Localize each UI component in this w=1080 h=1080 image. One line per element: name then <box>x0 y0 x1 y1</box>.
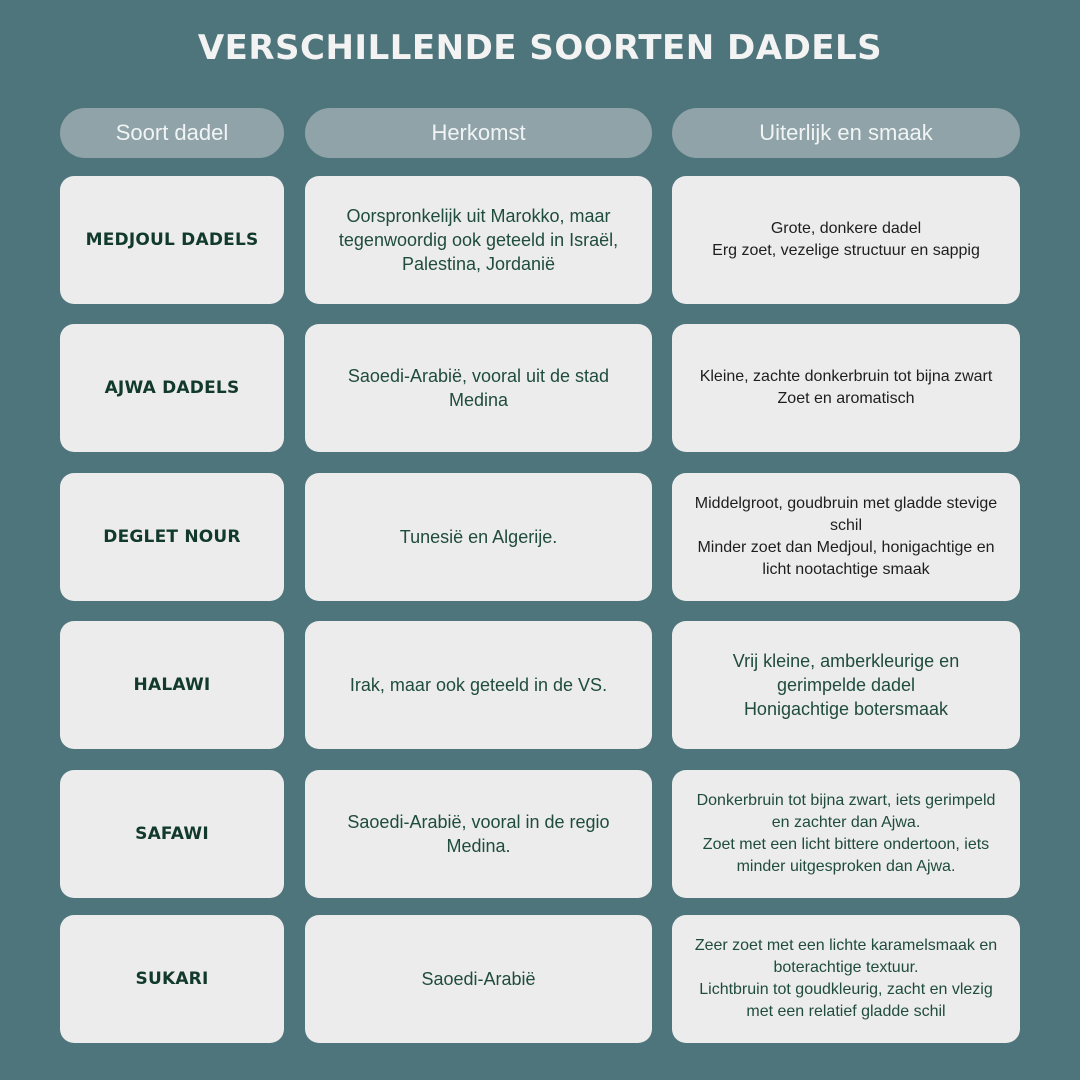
date-name-cell <box>60 621 284 749</box>
table-row <box>0 176 1080 304</box>
origin-text: Tunesië en Algerije. <box>399 527 558 547</box>
appearance-cell <box>672 473 1020 601</box>
appearance-line: Kleine, zachte donkerbruin tot bijna zwart <box>699 368 993 385</box>
table-row <box>0 473 1080 601</box>
origin-cell <box>305 176 652 304</box>
date-name: SAFAWI <box>135 824 209 844</box>
taste-line: Zoet en aromatisch <box>777 390 915 407</box>
date-name: AJWA DADELS <box>104 378 240 398</box>
table-row <box>0 621 1080 749</box>
date-name: DEGLET NOUR <box>103 527 241 547</box>
origin-text: Oorspronkelijk uit Marokko, maar tegenwoordig ook geteeld in Israël, Palestina, Jordanië <box>338 206 619 274</box>
appearance-cell <box>672 621 1020 749</box>
origin-text: Irak, maar ook geteeld in de VS. <box>349 675 608 695</box>
table-row <box>0 324 1080 452</box>
date-name-cell <box>60 915 284 1043</box>
appearance-cell <box>672 176 1020 304</box>
table-row <box>0 915 1080 1043</box>
date-name: MEDJOUL DADELS <box>85 230 259 250</box>
column-header-herkomst: Herkomst <box>305 108 652 158</box>
appearance-cell <box>672 770 1020 898</box>
appearance-line: Lichtbruin tot goudkleurig, zacht en vlezig met een relatief gladde schil <box>699 981 993 1020</box>
origin-cell <box>305 770 652 898</box>
appearance-line: Middelgroot, goudbruin met gladde stevige schil <box>694 495 998 534</box>
taste-line: Honigachtige botersmaak <box>743 699 949 719</box>
page-title: VERSCHILLENDE SOORTEN DADELS <box>197 28 883 68</box>
date-name: HALAWI <box>133 675 211 695</box>
taste-line: Zeer zoet met een lichte karamelsmaak en boterachtige textuur. <box>694 937 998 976</box>
origin-cell <box>305 473 652 601</box>
column-header-uiterlijk: Uiterlijk en smaak <box>672 108 1020 158</box>
taste-line: Erg zoet, vezelige structuur en sappig <box>712 242 980 259</box>
origin-text: Saoedi-Arabië <box>421 969 536 989</box>
table-row <box>0 770 1080 898</box>
date-name-cell <box>60 176 284 304</box>
date-name-cell <box>60 324 284 452</box>
origin-cell <box>305 915 652 1043</box>
origin-cell <box>305 324 652 452</box>
taste-line: Minder zoet dan Medjoul, honigachtige en licht nootachtige smaak <box>697 539 995 578</box>
appearance-cell <box>672 324 1020 452</box>
date-name-cell <box>60 473 284 601</box>
taste-line: Zoet met een licht bittere ondertoon, iets minder uitgesproken dan Ajwa. <box>702 836 990 875</box>
origin-text: Saoedi-Arabië, vooral uit de stad Medina <box>347 366 610 410</box>
appearance-line: Vrij kleine, amberkleurige en gerimpelde dadel <box>732 651 960 695</box>
appearance-line: Grote, donkere dadel <box>770 220 922 237</box>
origin-cell <box>305 621 652 749</box>
date-name: SUKARI <box>135 969 209 989</box>
origin-text: Saoedi-Arabië, vooral in de regio Medina. <box>347 812 610 856</box>
date-name-cell <box>60 770 284 898</box>
column-header-soort: Soort dadel <box>60 108 284 158</box>
appearance-cell <box>672 915 1020 1043</box>
appearance-line: Donkerbruin tot bijna zwart, iets gerimpeld en zachter dan Ajwa. <box>696 792 996 831</box>
